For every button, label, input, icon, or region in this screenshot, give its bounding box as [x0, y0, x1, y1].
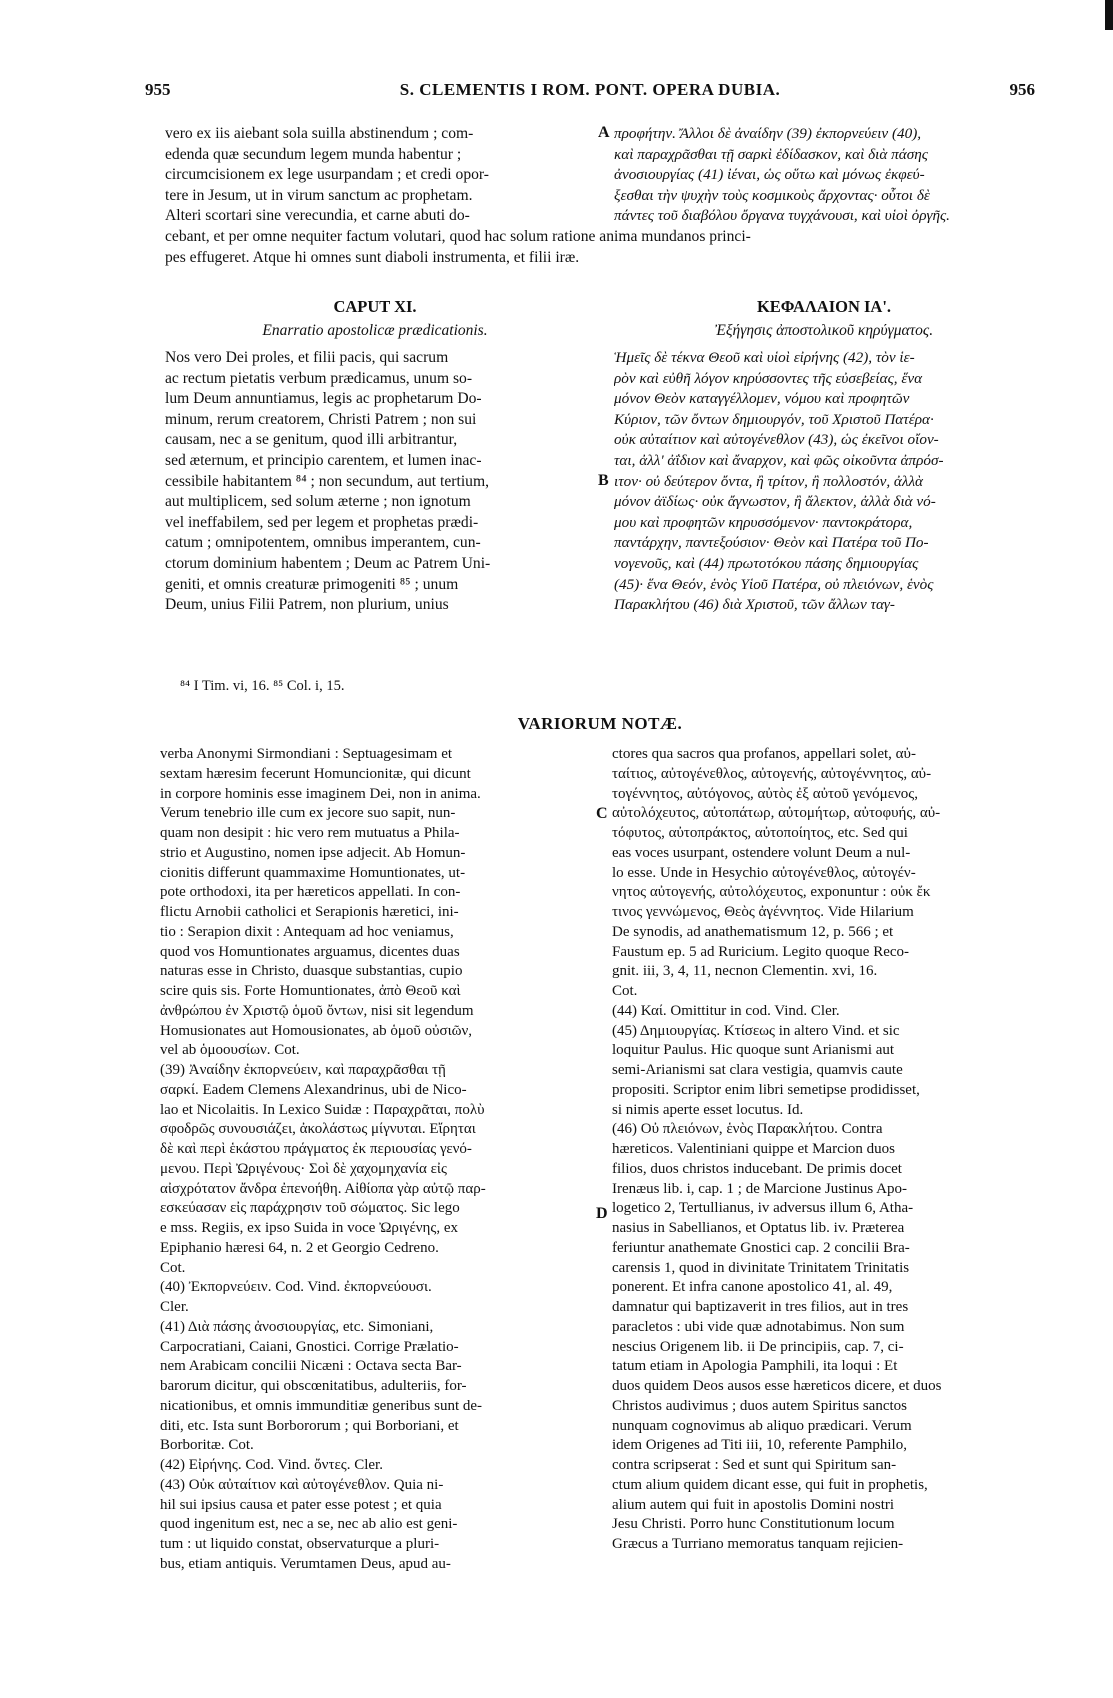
text-line: Ἡμεῖς δὲ τέκνα Θεοῦ καὶ υἱοὶ εἰρήνης (42), τὸν ἱε- [614, 349, 915, 366]
text-line: semi-Arianismi sat clara vestigia, quamvis caute [612, 1062, 903, 1078]
chapter-greek-column [614, 348, 1034, 616]
text-line: nasius in Sabellianos, et Optatus lib. iv. Præterea [612, 1220, 905, 1236]
text-line: catum ; omnipotentem, omnibus imperantem, cun- [165, 534, 481, 552]
text-line: lao et Nicolaitis. In Lexico Suidæ : Παραχρᾶται, πολὺ [160, 1101, 485, 1118]
chapter-latin-subtitle: Enarratio apostolicæ prædicationis. [262, 322, 488, 339]
margin-marker-c: C [596, 805, 608, 822]
text-line: (44) Καί. Omittitur in cod. Vind. Cler. [612, 1002, 840, 1019]
running-title: S. CLEMENTIS I ROM. PONT. OPERA DUBIA. [399, 80, 781, 99]
text-line: Cot. [612, 983, 638, 999]
text-line: contra scripserat : Sed et sunt qui Spiritum san- [612, 1457, 897, 1473]
text-line: ξεσθαι τὴν ψυχὴν τοὺς κοσμικοὺς ἄρχοντας· οὗτοι δὲ [614, 186, 930, 204]
text-line: Nos vero Dei proles, et filii pacis, qui sacrum [165, 349, 449, 366]
text-line: Græcus a Turriano memoratus tanquam rejicien- [612, 1536, 904, 1552]
text-line: bus, etiam antiquis. Verumtamen Deus, apud au- [160, 1555, 451, 1572]
text-line: scire quis sis. Forte Homuntionates, ἀπὸ Θεοῦ καὶ [160, 983, 461, 999]
text-line: gnit. iii, 3, 4, 11, necnon Clementin. xvi, 16. [612, 963, 878, 980]
notes-right-column [612, 745, 1035, 1555]
text-line: ctorum dominium habentem ; Deum ac Patrem Uni- [165, 554, 491, 572]
text-line: (45) Δημιουργίας. Κτίσεως in altero Vind. et sic [612, 1022, 900, 1039]
text-line: vel ab ὁμοουσίων. Cot. [160, 1042, 300, 1059]
text-line: pote orthodoxi, ita per hæreticos appellati. In con- [160, 884, 461, 901]
text-line: ταίτιος, αὐτογένεθλος, αὐτογενής, αὐτογέννητος, αὐ- [612, 765, 932, 782]
text-line: tum : ut liquido constat, observaturque a pluri- [160, 1536, 440, 1552]
text-line: damnatur qui baptizaverit in tres filios, aut in tres [612, 1299, 909, 1315]
text-line: quod ingenitum est, nec a se, nec ab alio est geni- [160, 1516, 458, 1533]
text-line: Alteri scortari sine verecundia, et carne abuti do- [165, 207, 470, 225]
text-line: Borboritæ. Cot. [160, 1437, 254, 1454]
text-line: Cler. [160, 1299, 189, 1315]
text-line: ctores qua sacros qua profanos, appellari solet, αὐ- [612, 746, 916, 762]
text-line: (42) Εἰρήνης. Cod. Vind. ὄντες. Cler. [160, 1457, 383, 1473]
text-line: verba Anonymi Sirmondiani : Septuagesimam et [160, 746, 453, 762]
text-line: loquitur Paulus. Hic quoque sunt Arianismi aut [612, 1042, 895, 1059]
top-greek-column [614, 124, 1034, 227]
page-number-right: 956 [1009, 80, 1035, 99]
text-line: hæreticos. Valentiniani quippe et Marcion duos [612, 1141, 896, 1157]
text-line: Epiphanio hæresi 64, n. 2 et Georgio Cedreno. [160, 1239, 439, 1256]
text-line: barorum dicitur, qui obscœnitatibus, adulteriis, for- [160, 1378, 467, 1394]
text-line: aut multiplicem, sed solum æterne ; non ignotum [165, 493, 471, 511]
text-line: Κύριον, τῶν ὄντων δημιουργόν, τοῦ Χριστοῦ Πατέρα· [614, 410, 934, 428]
text-line: vel ineffabilem, sed per legem et prophetas prædi- [165, 513, 479, 531]
text-line: Faustum ep. 5 ad Ruricium. Legito quoque Reco- [612, 943, 910, 960]
footnote: ⁸⁴ I Tim. vi, 16. ⁸⁵ Col. i, 15. [180, 678, 345, 694]
text-line: μου καὶ προφητῶν κηρυσσόμενον· παντοκράτορα, [614, 513, 913, 531]
text-line: circumcisionem ex lege usurpandam ; et credi opor- [165, 166, 490, 184]
text-line: παντάρχην, παντεξούσιον· Θεὸν καὶ Πατέρα τοῦ Πο- [614, 534, 929, 552]
text-line: De synodis, ad anathematismum 12, p. 566 ; et [612, 923, 894, 940]
top-latin-column [165, 124, 593, 227]
text-line: edenda quæ secundum legem munda habentur ; [165, 145, 462, 163]
text-line: ρὸν καὶ εὐθῆ λόγον κηρύσσοντες τῆς εὐσεβείας, ἕνα [614, 369, 923, 387]
text-line: Verum tenebrio ille cum ex jecore suo sapit, nun- [160, 805, 456, 822]
text-line: nem Arabicam concilii Nicæni : Octava secta Bar- [160, 1358, 462, 1375]
text-line: τογέννητος, αὐτόγονος, αὐτὸς ἐξ αὐτοῦ γενόμενος, [612, 785, 918, 802]
chapter-greek-subtitle: Ἐξήγησις ἀποστολικοῦ κηρύγματος. [714, 322, 934, 339]
text-line: feriuntur anathemate Gnostici cap. 2 concilii Bra- [612, 1239, 910, 1256]
text-line: ιτον· οὐ δεύτερον ὄντα, ἢ τρίτον, ἢ πολλοστόν, ἀλλὰ [614, 472, 924, 490]
text-line: sextam hæresim fecerunt Homuncionitæ, qui dicunt [160, 765, 471, 782]
text-line: Παρακλήτου (46) διὰ Χριστοῦ, τῶν ἄλλων ταγ- [614, 596, 895, 614]
text-line: ctum alium quidem dicant esse, qui fuit in prophetis, [612, 1476, 928, 1493]
text-line: minum, rerum creatorem, Christi Patrem ; non sui [165, 410, 477, 428]
text-line: αὐτολόχευτος, αὐτοπάτωρ, αὐτομήτωρ, αὐτοφυής, αὐ- [612, 805, 941, 822]
text-line: geniti, et omnis creaturæ primogeniti ⁸⁵ ; unum [165, 575, 459, 593]
text-line: μενου. Περὶ Ὠριγένους· Σοὶ δὲ χαχομηχανία εἰς [160, 1160, 447, 1177]
text-line: propositi. Scriptor enim libri semetipse prodidisset, [612, 1081, 920, 1098]
chapter-latin-title: CAPUT XI. [333, 297, 417, 316]
margin-marker-a: A [598, 124, 610, 141]
text-line: ἀνοσιουργίας (41) ἰέναι, ὡς οὕτω καὶ μόνως ἐκφεύ- [614, 166, 925, 184]
text-line: μόνον ἀϊδίως· οὐκ ἄγνωστον, ἢ ἄλεκτον, ἀλλὰ διὰ νό- [614, 493, 936, 511]
text-line: nescius Origenem lib. ii De principiis, cap. 7, ci- [612, 1338, 904, 1355]
text-line: σφοδρῶς συνουσιάζει, ἀκολάστως μίγνυται. Εἴρηται [160, 1121, 476, 1138]
text-line: (45)· ἕνα Θεόν, ἑνὸς Υἱοῦ Πατέρα, οὐ πλειόνων, ἑνὸς [614, 575, 934, 593]
text-line: tatum etiam in Apologia Pamphili, ita loqui : Et [612, 1358, 898, 1375]
text-line: nunquam cognovimus ab aliquo prædicari. Verum [612, 1417, 912, 1434]
text-line: μόνον Θεὸν καταγγέλλομεν, νόμου καὶ προφητῶν [614, 390, 910, 408]
margin-marker-b: B [598, 472, 609, 489]
text-line: strio et Augustino, nomen ipse adjecit. Ab Homun- [160, 844, 466, 861]
text-line: diti, etc. Ista sunt Borbororum ; qui Borboriani, et [160, 1417, 459, 1434]
text-line: logetico 2, Tertullianus, iv adversus illum 6, Atha- [612, 1200, 914, 1217]
text-line: carensis 1, quod in divinitate Trinitatem Trinitatis [612, 1259, 910, 1276]
text-line: quam non desipit : hic vero rem mutuatus a Phila- [160, 825, 460, 841]
chapter-greek-title: ΚΕΦΑΛΑΙΟΝ ΙΑ'. [756, 297, 892, 316]
text-line: idem Origenes ad Titi iii, 10, referente Pamphilo, [612, 1437, 907, 1454]
text-line: πάντες τοῦ διαβόλου ὄργανα τυγχάνουσι, καὶ υἱοὶ ὀργῆς. [614, 207, 950, 225]
margin-marker-d: D [596, 1205, 608, 1222]
notes-heading: VARIORUM NOTÆ. [517, 714, 683, 733]
text-line: cionitis differunt quammaxime Homuntionates, ut- [160, 864, 466, 881]
text-line: cebant, et per omne nequiter factum volutari, quod hac solum ratione anima mundanos princi- [165, 228, 751, 245]
text-line: (41) Διὰ πάσης ἀνοσιουργίας, etc. Simoniani, [160, 1318, 434, 1335]
text-line: in corpore hominis esse imaginem Dei, non in anima. [160, 785, 481, 802]
text-line: lum Deum annuntiamus, legis ac prophetarum Do- [165, 390, 482, 408]
text-line: naturas esse in Christo, duasque substantias, cupio [160, 963, 463, 980]
text-line: Deum, unius Filii Patrem, non plurium, unius [165, 596, 449, 614]
text-line: tio : Serapion dixit : Antequam ad hoc veniamus, [160, 923, 454, 940]
text-line: hil sui ipsius causa et pater esse potest ; et quia [160, 1496, 442, 1513]
text-line: αἰσχρότατον ἄνδρα ἐπενοήθη. Αἰθίοπα γὰρ αὐτῷ παρ- [160, 1180, 486, 1197]
text-line: σαρκί. Eadem Clemens Alexandrinus, ubi de Nico- [160, 1081, 467, 1098]
text-line: ται, ἀλλ' ἀΐδιον καὶ ἄναρχον, καὶ φῶς οἰκοῦντα ἀπρόσ- [614, 451, 944, 469]
text-line: lo esse. Unde in Hesychio αὐτογένεθλος, αὐτογέν- [612, 864, 916, 881]
running-header [145, 80, 1035, 108]
text-line: Cot. [160, 1259, 186, 1276]
text-line: sed æternum, et principio carentem, et lumen inac- [165, 451, 482, 469]
page-number-left: 955 [145, 80, 171, 99]
text-line: οὐκ αὐταίτιον καὶ αὐτογένεθλον (43), ὡς ἐκεῖνοι οἴον- [614, 431, 939, 449]
text-line: (43) Οὐκ αὐταίτιον καὶ αὐτογένεθλον. Quia ni- [160, 1476, 444, 1493]
text-line: Homusionates aut Homousionates, ab ὁμοῦ οὐσιῶν, [160, 1022, 473, 1039]
text-line: προφήτην. Ἄλλοι δὲ ἀναίδην (39) ἐκπορνεύειν (40), [614, 125, 922, 142]
text-line: Jesu Christi. Porro hunc Constitutionum locum [612, 1516, 895, 1533]
text-line: flictu Arnobii catholici et Serapionis hæretici, ini- [160, 904, 459, 920]
text-line: vero ex iis aiebant sola suilla abstinendum ; com- [165, 125, 474, 142]
text-line: ἀνθρώπου ἐν Χριστῷ ὁμοῦ ὄντων, nisi sit legendum [160, 1002, 474, 1019]
text-line: cessibile habitantem ⁸⁴ ; non secundum, aut tertium, [165, 472, 489, 490]
text-line: Christos audivimus ; duos autem Spiritus sanctos [612, 1397, 907, 1414]
top-continuation [165, 227, 1035, 268]
text-line: Irenæus lib. i, cap. 1 ; de Marcione Justinus Apo- [612, 1180, 907, 1197]
text-line: εσκεύασαν εἰς παράχρησιν τοῦ σώματος. Sic lego [160, 1200, 460, 1217]
text-line: δὲ καὶ περὶ ἑκάστου πράγματος ἐκ περιουσίας γενό- [160, 1141, 472, 1157]
text-line: ac rectum pietatis verbum prædicamus, unum so- [165, 369, 473, 387]
text-line: (39) Ἀναίδην ἐκπορνεύειν, καὶ παραχρᾶσθαι τῇ [160, 1062, 446, 1078]
page-edge-mark [1105, 0, 1113, 30]
text-line: νητος αὐτογενής, αὐτολόχευτος, exponuntur : οὐκ ἔκ [612, 884, 931, 901]
text-line: τόφυτος, αὐτοπράκτος, αὐτοποίητος, etc. Sed qui [612, 825, 908, 841]
text-line: e mss. Regiis, ex ipso Suida in voce Ὠριγένης, ex [160, 1220, 459, 1236]
text-line: alium autem qui fuit in apostolis Domini nostri [612, 1496, 895, 1513]
text-line: paracletos : ubi vide quæ adnotabimus. Non sum [612, 1318, 905, 1335]
text-line: καὶ παραχρᾶσθαι τῇ σαρκὶ ἐδίδασκον, καὶ διὰ πάσης [614, 145, 928, 163]
text-line: Carpocratiani, Caiani, Gnostici. Corrige Prælatio- [160, 1338, 459, 1355]
text-line: (46) Οὐ πλειόνων, ἑνὸς Παρακλήτου. Contra [612, 1121, 883, 1138]
text-line: (40) Ἐκπορνεύειν. Cod. Vind. ἐκπορνεύουσι. [160, 1279, 432, 1296]
text-line: νογενοῦς, καὶ (44) πρωτοτόκου πάσης δημιουργίας [614, 554, 919, 572]
text-line: si nimis aperte esset locutus. Id. [612, 1101, 804, 1118]
text-line: causam, nec a se genitum, quod illi arbitrantur, [165, 431, 458, 449]
chapter-latin-column [165, 348, 593, 616]
text-line: τινος γεννώμενος, Θεὸς ἀγέννητος. Vide Hilarium [612, 904, 914, 920]
text-line: tere in Jesum, ut in virum sanctum ac prophetam. [165, 186, 473, 204]
text-line: eas voces usurpant, ostendere volunt Deum a nul- [612, 844, 911, 861]
notes-left-column [160, 745, 593, 1575]
text-line: filios, duos christos inducebant. De primis docet [612, 1160, 902, 1177]
text-line: nicationibus, et omnis immunditiæ generibus sunt de- [160, 1397, 483, 1414]
text-line: quod vos Homuntionates arguamus, dicentes duas [160, 943, 460, 960]
text-line: pes effugeret. Atque hi omnes sunt diaboli instrumenta, et filii iræ. [165, 248, 580, 266]
text-line: duos quidem Deos ausos esse hæreticos dicere, et duos [612, 1378, 942, 1394]
text-line: ponerent. Et infra canone apostolico 41, al. 49, [612, 1279, 893, 1296]
